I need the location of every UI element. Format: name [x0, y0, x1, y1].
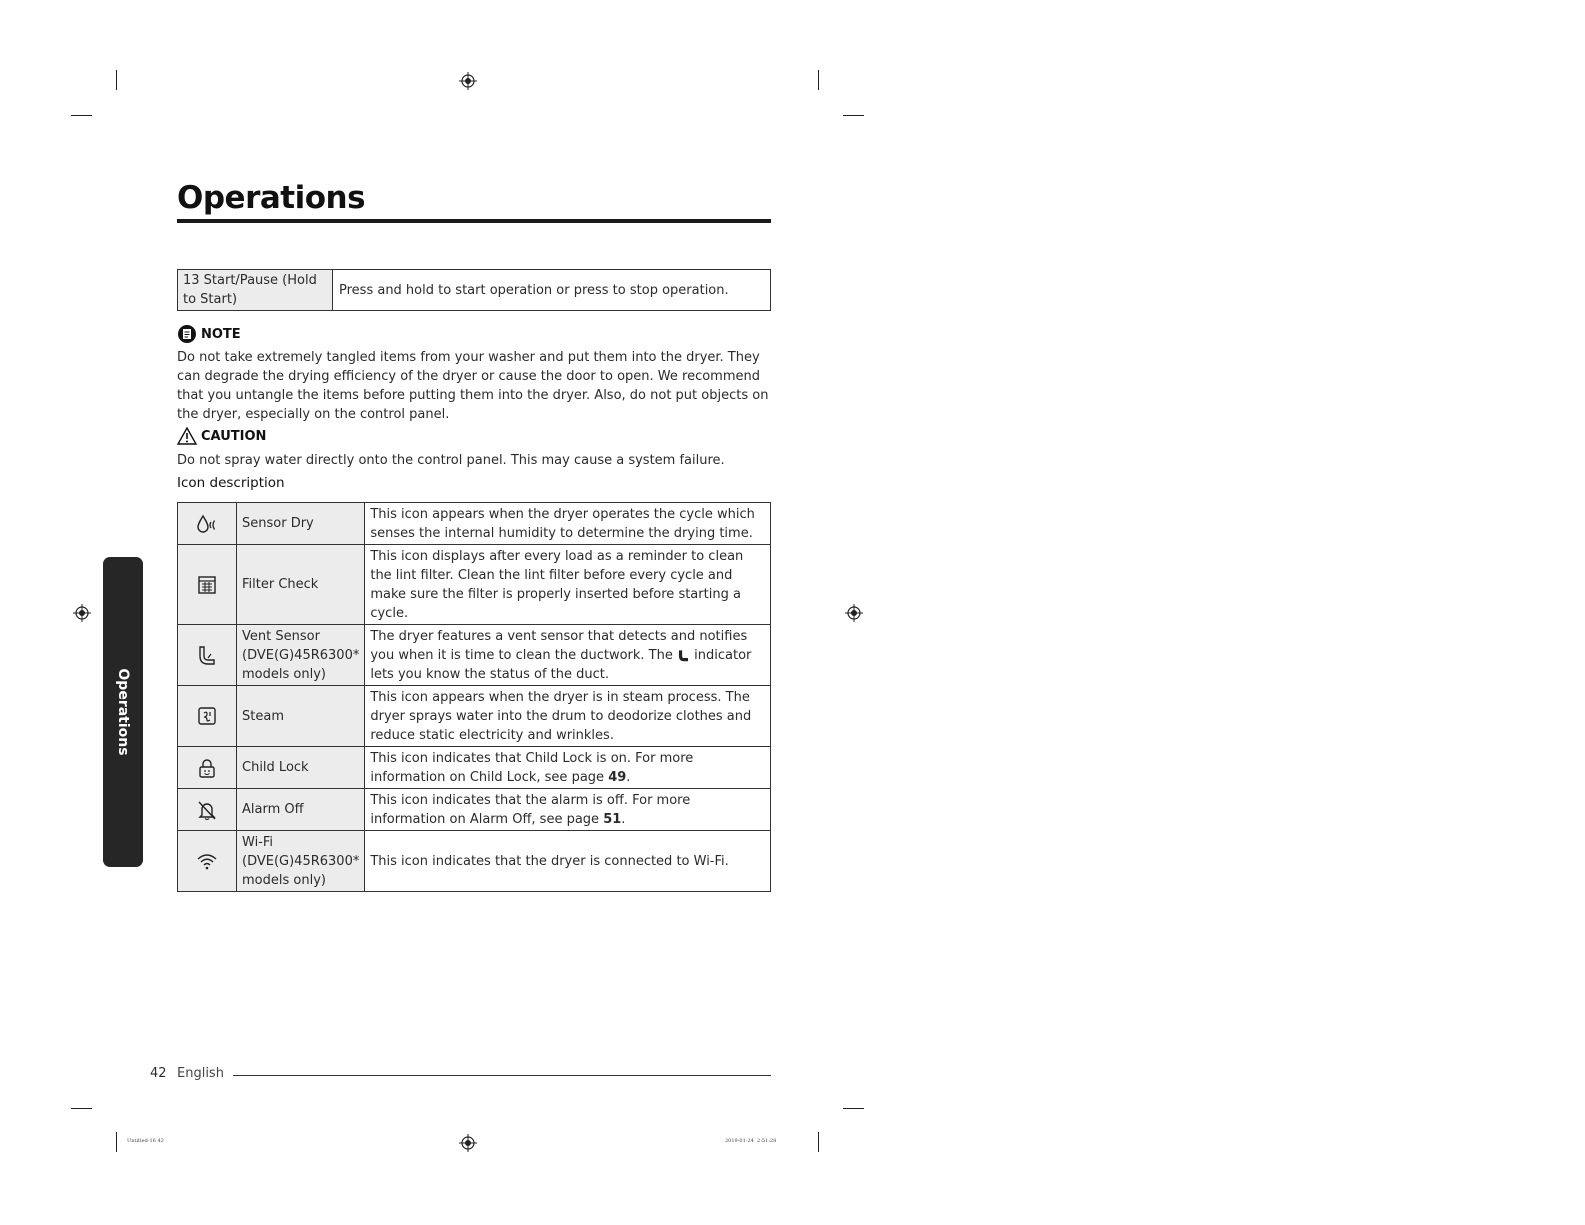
side-section-tab	[103, 557, 143, 867]
icon-name: Sensor Dry	[237, 503, 365, 545]
caution-text: Do not spray water directly onto the control panel. This may cause a system failure.	[177, 453, 725, 468]
alarm-off-icon	[196, 799, 218, 821]
icon-description	[365, 747, 771, 789]
vent-sensor-inline-icon	[677, 649, 690, 662]
icon-description	[365, 625, 771, 686]
icon-cell	[178, 831, 237, 892]
wifi-icon	[195, 851, 219, 871]
crop-mark	[71, 115, 92, 116]
table-row	[178, 503, 771, 545]
icon-description	[365, 789, 771, 831]
icon-cell	[178, 503, 237, 545]
icon-name: Wi-Fi (DVE(G)45R6300* models only)	[237, 831, 365, 892]
crop-mark	[818, 70, 819, 90]
print-info-left: Untitled-16 42	[127, 1138, 164, 1144]
crop-mark	[843, 115, 864, 116]
child-lock-icon	[196, 757, 218, 779]
start-pause-table	[177, 269, 771, 311]
icon-cell	[178, 789, 237, 831]
child-lock-description-end: .	[626, 769, 631, 785]
registration-mark-icon	[845, 604, 863, 622]
vent-sensor-icon	[196, 644, 218, 666]
icon-description: This icon appears when the dryer operates the cycle which senses the internal humidity to determine the drying time.	[365, 503, 771, 545]
icon-description-heading: Icon description	[177, 475, 285, 491]
side-tab-label: Operations	[115, 668, 131, 756]
crop-mark	[818, 1132, 819, 1152]
filter-check-icon	[196, 574, 218, 596]
table-row	[178, 545, 771, 625]
print-info-right: 2019-01-24 ￼￼ 2:51:28	[725, 1138, 777, 1144]
warning-triangle-icon	[177, 427, 197, 445]
child-lock-description: This icon indicates that Child Lock is on. For more information on Child Lock, see page	[370, 750, 694, 785]
start-pause-description: Press and hold to start operation or press to stop operation.	[339, 282, 729, 298]
table-row	[178, 686, 771, 747]
icon-name: Vent Sensor (DVE(G)45R6300* models only)	[237, 625, 365, 686]
crop-mark	[71, 1108, 92, 1109]
note-icon	[177, 324, 197, 344]
alarm-off-description-end: .	[621, 811, 626, 827]
icon-description: This icon indicates that the dryer is connected to Wi-Fi.	[365, 831, 771, 892]
icon-cell	[178, 747, 237, 789]
start-pause-label: 13 Start/Pause (Hold to Start)	[178, 270, 333, 310]
vent-sensor-description-end: indicator lets you know the status of the duct.	[370, 647, 752, 682]
icon-description: This icon appears when the dryer is in steam process. The dryer sprays water into the drum to deodorize clothes and reduce static electricity and wrinkles.	[365, 686, 771, 747]
alarm-off-description: This icon indicates that the alarm is off. For more information on Alarm Off, see page	[370, 792, 691, 827]
crop-mark	[116, 70, 117, 90]
icon-description-table	[177, 502, 771, 892]
page-title: Operations	[177, 180, 366, 216]
footer-rule	[233, 1075, 771, 1076]
crop-mark	[116, 1132, 117, 1152]
table-row	[178, 789, 771, 831]
registration-mark-icon	[459, 72, 477, 90]
vent-sensor-description-start: The dryer features a vent sensor that detects and notifies you when it is time to clean the ductwork. The	[370, 628, 748, 663]
icon-cell	[178, 545, 237, 625]
sensor-dry-icon	[195, 513, 219, 535]
steam-icon	[196, 705, 218, 727]
icon-name: Alarm Off	[237, 789, 365, 831]
note-text: Do not take extremely tangled items from your washer and put them into the dryer. They can degrade the drying efficiency of the dryer or cause the door to open. We recommend that you untangle the items before putting them into the dryer. Also, do not put objects on the dryer, especially on the control panel.	[177, 350, 769, 422]
alarm-off-page-ref: 51	[603, 811, 622, 827]
icon-name: Filter Check	[237, 545, 365, 625]
icon-cell	[178, 625, 237, 686]
registration-mark-icon	[459, 1134, 477, 1152]
icon-description: This icon displays after every load as a reminder to clean the lint filter. Clean the lint filter before every cycle and make sure the filter is properly inserted before starting a cycle.	[365, 545, 771, 625]
caution-heading-label: CAUTION	[201, 428, 267, 444]
icon-name: Child Lock	[237, 747, 365, 789]
title-rule	[177, 219, 771, 223]
crop-mark	[843, 1108, 864, 1109]
icon-cell	[178, 686, 237, 747]
child-lock-page-ref: 49	[608, 769, 627, 785]
registration-mark-icon	[73, 604, 91, 622]
note-heading-label: NOTE	[201, 326, 241, 342]
note-heading	[177, 324, 241, 344]
table-row	[178, 831, 771, 892]
page-number: 42	[150, 1066, 167, 1081]
caution-heading	[177, 427, 266, 445]
table-row	[178, 625, 771, 686]
icon-name: Steam	[237, 686, 365, 747]
page-language: English	[177, 1066, 224, 1081]
table-row	[178, 747, 771, 789]
